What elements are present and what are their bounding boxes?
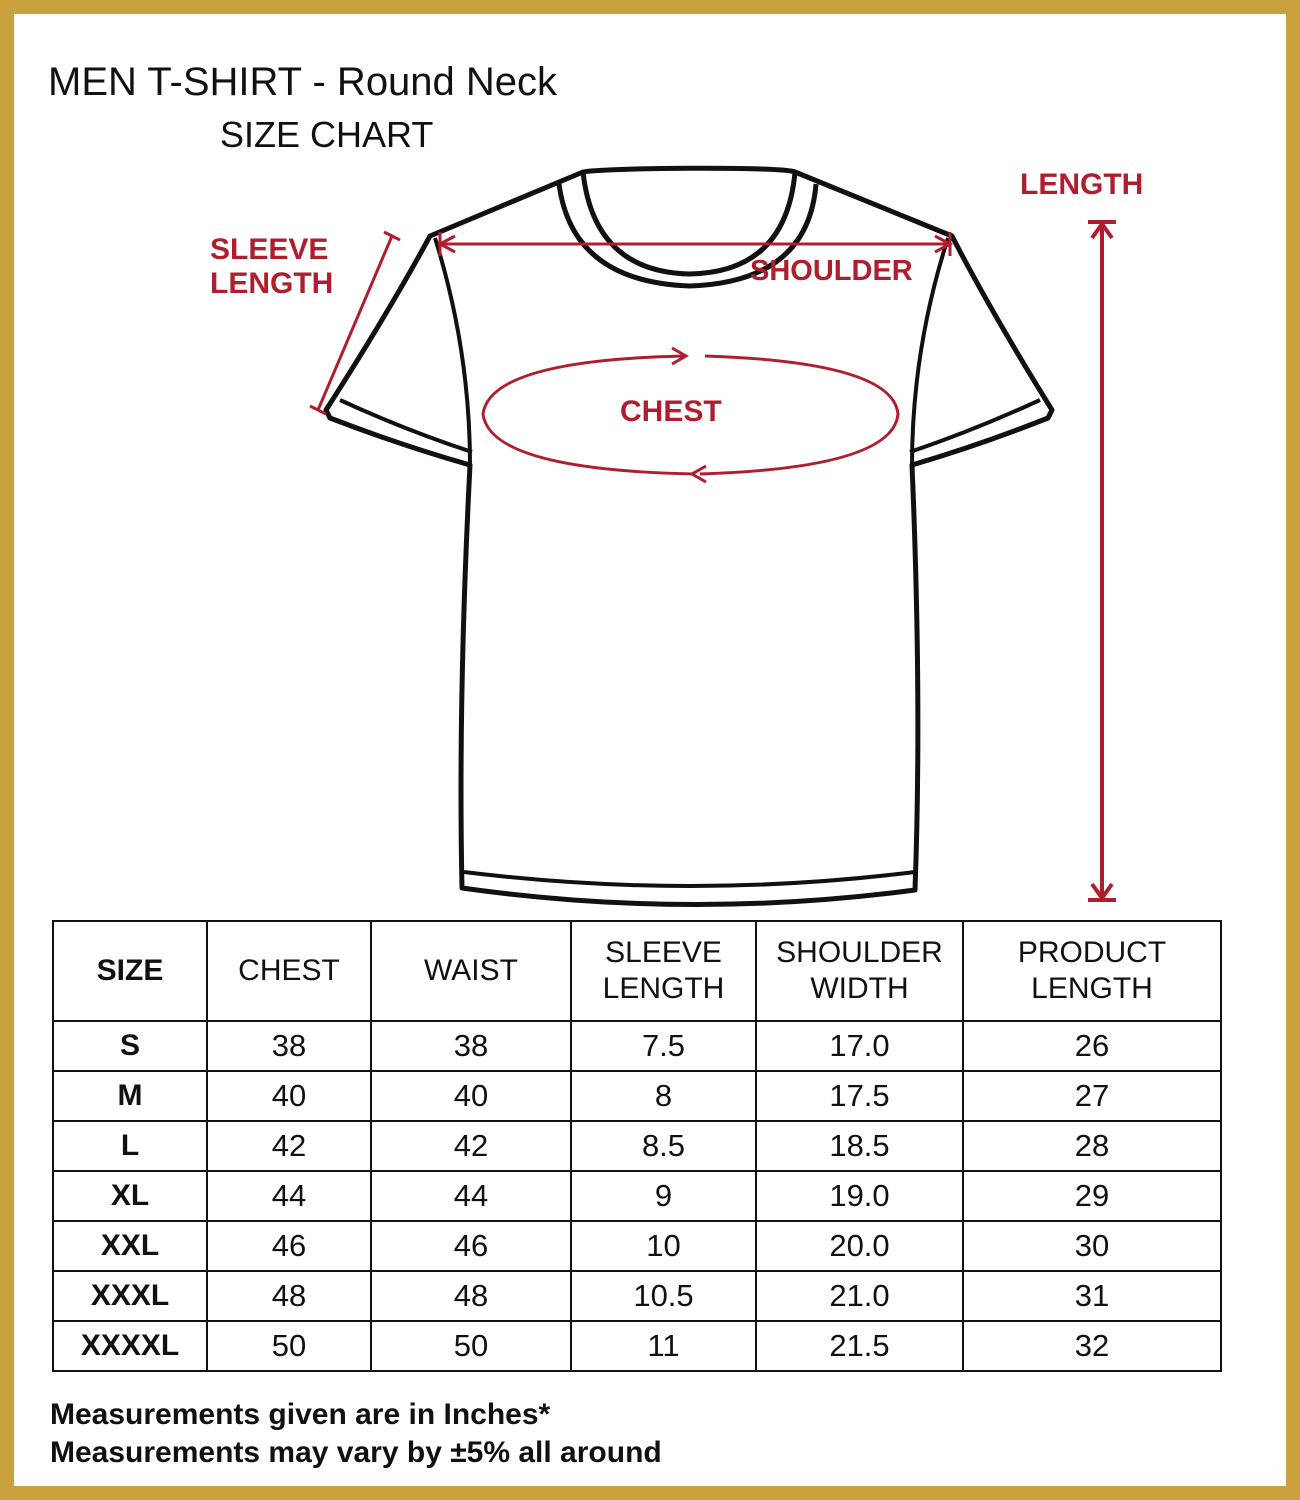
sleeve-label-line1: SLEEVE [210, 233, 329, 266]
size-cell: XXXL [53, 1271, 207, 1321]
chest-cell: 42 [207, 1121, 371, 1171]
table-row [53, 1071, 1221, 1121]
note-variance: Measurements may vary by ±5% all around [50, 1436, 662, 1469]
length-cell: 26 [963, 1021, 1221, 1071]
table-row [53, 1221, 1221, 1271]
waist-cell: 46 [371, 1221, 571, 1271]
header-waist: WAIST [371, 921, 571, 1021]
header-shoulder-width: SHOULDER WIDTH [756, 921, 963, 1021]
length-cell: 28 [963, 1121, 1221, 1171]
shoulder-cell: 19.0 [756, 1171, 963, 1221]
chart-title: MEN T-SHIRT - Round Neck [48, 60, 558, 104]
tshirt-outline [326, 168, 1052, 904]
sleeve-label-line2: LENGTH [210, 267, 334, 300]
header-chest: CHEST [207, 921, 371, 1021]
length-cell: 32 [963, 1321, 1221, 1371]
note-units: Measurements given are in Inches* [50, 1398, 551, 1431]
waist-cell: 42 [371, 1121, 571, 1171]
length-cell: 27 [963, 1071, 1221, 1121]
chest-cell: 50 [207, 1321, 371, 1371]
table-row [53, 1321, 1221, 1371]
measurement-notes [50, 1396, 662, 1472]
header-product-length: PRODUCT LENGTH [963, 921, 1221, 1021]
table-header-row [53, 921, 1221, 1021]
table-row [53, 1121, 1221, 1171]
shoulder-cell: 21.5 [756, 1321, 963, 1371]
size-table [52, 920, 1222, 1372]
size-cell: XXXXL [53, 1321, 207, 1371]
shoulder-cell: 17.0 [756, 1021, 963, 1071]
waist-cell: 38 [371, 1021, 571, 1071]
size-cell: L [53, 1121, 207, 1171]
chest-cell: 38 [207, 1021, 371, 1071]
chest-cell: 46 [207, 1221, 371, 1271]
header-size: SIZE [53, 921, 207, 1021]
table-row [53, 1171, 1221, 1221]
chest-cell: 40 [207, 1071, 371, 1121]
size-cell: M [53, 1071, 207, 1121]
chart-subtitle: SIZE CHART [220, 114, 434, 155]
sleeve-cell: 11 [571, 1321, 756, 1371]
sleeve-cell: 7.5 [571, 1021, 756, 1071]
sleeve-cell: 8.5 [571, 1121, 756, 1171]
chest-cell: 44 [207, 1171, 371, 1221]
length-cell: 31 [963, 1271, 1221, 1321]
length-cell: 30 [963, 1221, 1221, 1271]
waist-cell: 40 [371, 1071, 571, 1121]
length-cell: 29 [963, 1171, 1221, 1221]
table-row [53, 1271, 1221, 1321]
length-label: LENGTH [1020, 168, 1144, 201]
sleeve-cell: 10 [571, 1221, 756, 1271]
chest-label: CHEST [620, 395, 722, 428]
size-cell: XL [53, 1171, 207, 1221]
length-arrow [1088, 222, 1116, 900]
size-cell: S [53, 1021, 207, 1071]
shoulder-cell: 21.0 [756, 1271, 963, 1321]
shoulder-cell: 20.0 [756, 1221, 963, 1271]
sleeve-cell: 10.5 [571, 1271, 756, 1321]
shoulder-cell: 17.5 [756, 1071, 963, 1121]
table-row [53, 1021, 1221, 1071]
waist-cell: 50 [371, 1321, 571, 1371]
waist-cell: 44 [371, 1171, 571, 1221]
sleeve-cell: 8 [571, 1071, 756, 1121]
sleeve-cell: 9 [571, 1171, 756, 1221]
header-sleeve-length: SLEEVE LENGTH [571, 921, 756, 1021]
shoulder-cell: 18.5 [756, 1121, 963, 1171]
chest-cell: 48 [207, 1271, 371, 1321]
shoulder-label: SHOULDER [750, 255, 913, 287]
size-cell: XXL [53, 1221, 207, 1271]
waist-cell: 48 [371, 1271, 571, 1321]
sleeve-length-label [210, 233, 333, 301]
